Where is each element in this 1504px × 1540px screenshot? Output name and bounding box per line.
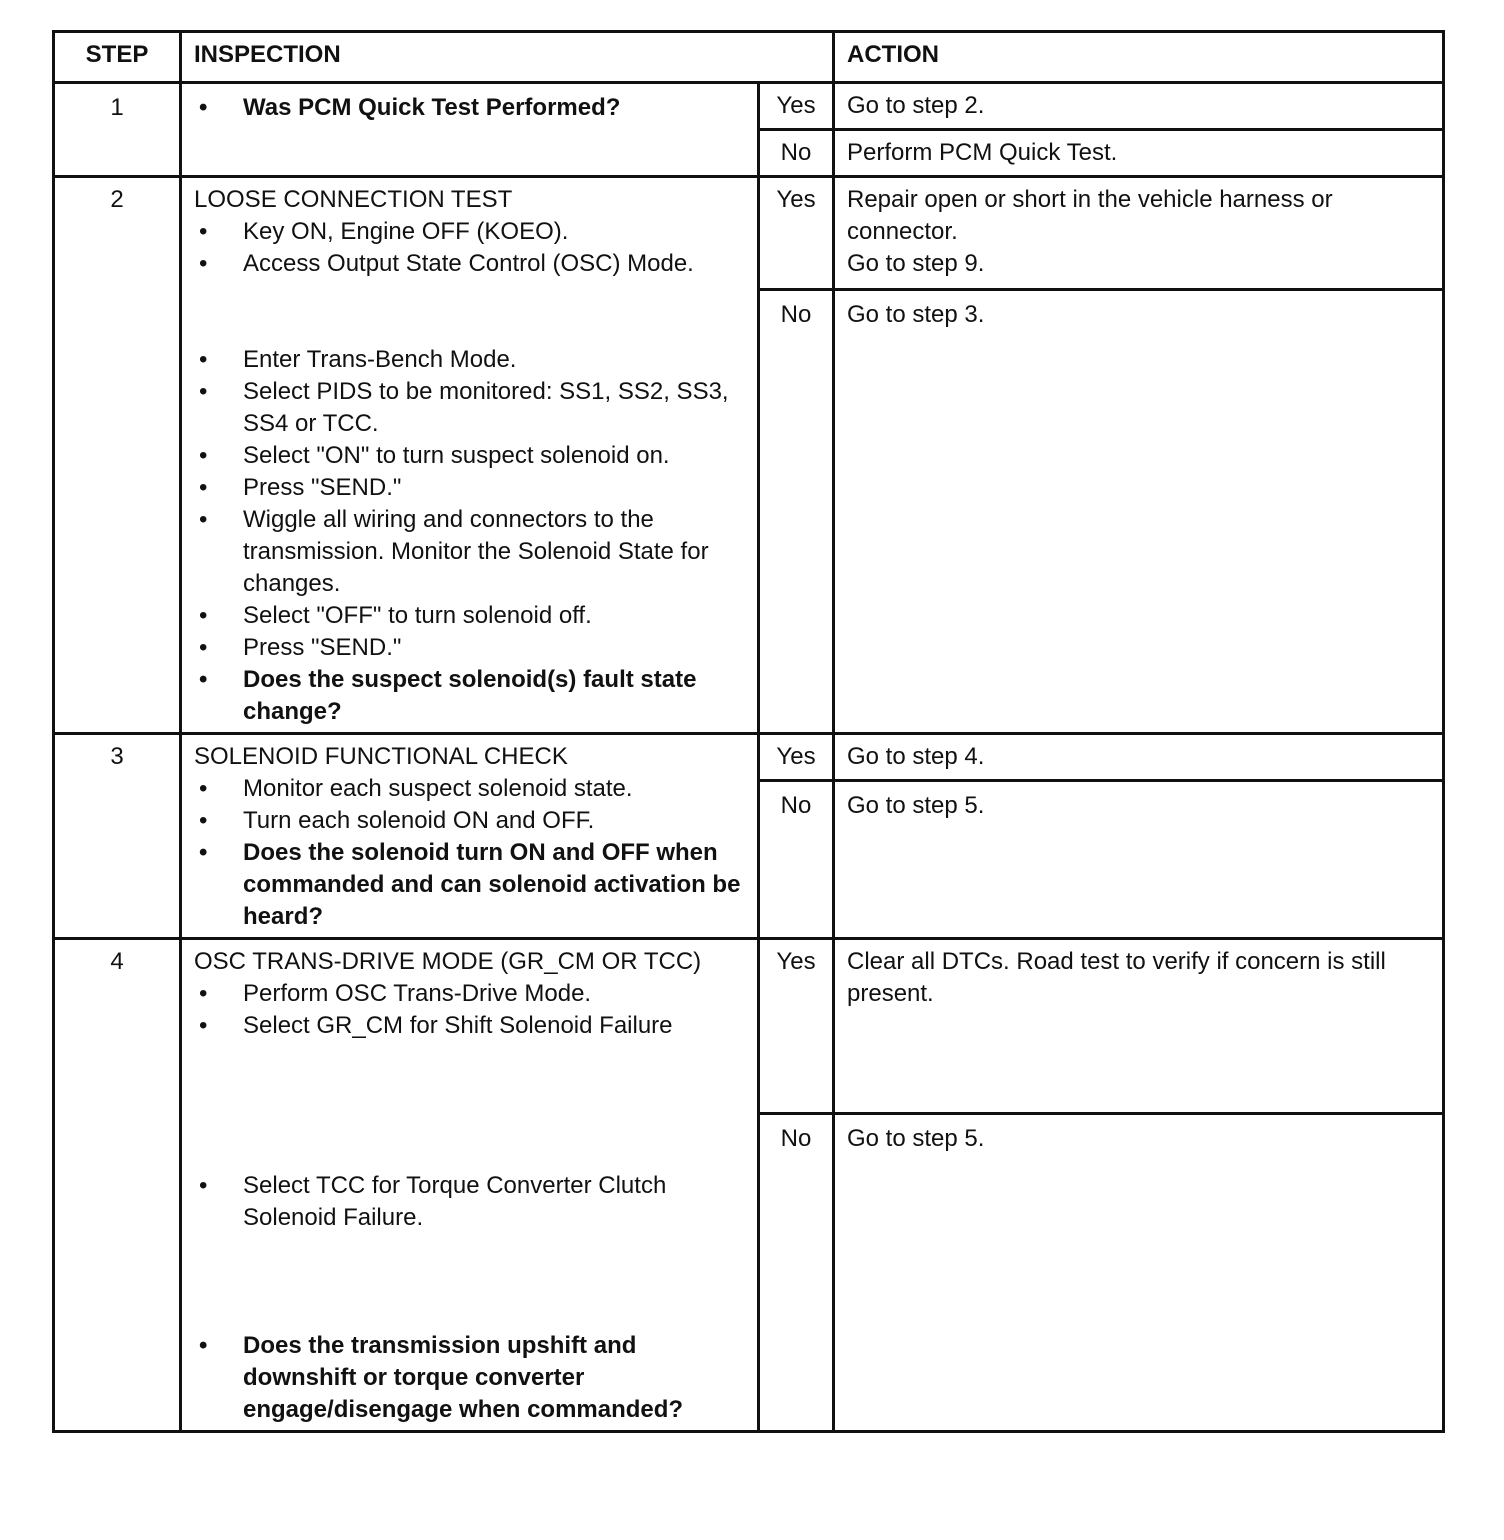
inspection-bullet: • Perform OSC Trans-Drive Mode. bbox=[194, 978, 745, 1010]
yes-label: Yes bbox=[759, 734, 834, 781]
no-action bbox=[834, 1114, 1444, 1432]
step-2-yes-row bbox=[54, 177, 1444, 290]
no-action bbox=[834, 130, 1444, 177]
inspection-bullet: • Press "SEND." bbox=[194, 472, 745, 504]
no-label: No bbox=[759, 290, 834, 734]
step-number: 4 bbox=[54, 939, 181, 1432]
step-4-inspection bbox=[181, 939, 759, 1432]
step-number: 1 bbox=[54, 83, 181, 177]
inspection-bullet: • Press "SEND." bbox=[194, 632, 745, 664]
step-3-yes-row bbox=[54, 734, 1444, 781]
inspection-heading: SOLENOID FUNCTIONAL CHECK bbox=[194, 743, 568, 770]
no-label: No bbox=[759, 781, 834, 939]
step-header: STEP bbox=[54, 32, 181, 83]
step-number: 3 bbox=[54, 734, 181, 939]
inspection-question: • Does the suspect solenoid(s) fault state change? bbox=[194, 664, 745, 728]
action-text: Go to step 2. bbox=[847, 92, 985, 119]
yes-label: Yes bbox=[759, 939, 834, 1114]
yes-label: Yes bbox=[759, 83, 834, 130]
yes-action bbox=[834, 939, 1444, 1114]
inspection-bullet: • Monitor each suspect solenoid state. bbox=[194, 773, 745, 805]
inspection-header: INSPECTION bbox=[181, 32, 834, 83]
inspection-bullet: • Enter Trans-Bench Mode. bbox=[194, 344, 745, 376]
no-label: No bbox=[759, 130, 834, 177]
step-number: 2 bbox=[54, 177, 181, 734]
inspection-heading: LOOSE CONNECTION TEST bbox=[194, 186, 513, 213]
action-text: Go to step 5. bbox=[847, 1125, 985, 1152]
no-action bbox=[834, 781, 1444, 939]
inspection-question: • Does the transmission upshift and downshift or torque converter engage/disengage when commanded? bbox=[194, 1330, 745, 1426]
yes-action bbox=[834, 83, 1444, 130]
action-text: Go to step 5. bbox=[847, 792, 985, 819]
step-2-inspection bbox=[181, 177, 759, 734]
inspection-question: • Does the solenoid turn ON and OFF when commanded and can solenoid activation be heard? bbox=[194, 837, 745, 933]
inspection-heading: OSC TRANS-DRIVE MODE (GR_CM OR TCC) bbox=[194, 948, 702, 975]
no-label: No bbox=[759, 1114, 834, 1432]
step-1-inspection bbox=[181, 83, 759, 177]
action-text: Perform PCM Quick Test. bbox=[847, 139, 1118, 166]
step-4-yes-row bbox=[54, 939, 1444, 1114]
diagnostic-table bbox=[52, 30, 1445, 1433]
inspection-bullet: • Select "ON" to turn suspect solenoid on. bbox=[194, 440, 745, 472]
inspection-bullet: • Access Output State Control (OSC) Mode. bbox=[194, 248, 745, 280]
no-action bbox=[834, 290, 1444, 734]
action-text: Repair open or short in the vehicle harness or connector. bbox=[847, 186, 1333, 245]
inspection-bullet: • Select PIDS to be monitored: SS1, SS2, SS3, SS4 or TCC. bbox=[194, 376, 745, 440]
header-row bbox=[54, 32, 1444, 83]
inspection-bullet: • Select TCC for Torque Converter Clutch Solenoid Failure. bbox=[194, 1170, 745, 1234]
inspection-bullet: • Turn each solenoid ON and OFF. bbox=[194, 805, 745, 837]
inspection-question: • Was PCM Quick Test Performed? bbox=[194, 92, 745, 124]
yes-action bbox=[834, 734, 1444, 781]
inspection-bullet: • Select GR_CM for Shift Solenoid Failure bbox=[194, 1010, 745, 1042]
action-text: Go to step 9. bbox=[847, 250, 985, 277]
step-1-yes-row bbox=[54, 83, 1444, 130]
step-3-inspection bbox=[181, 734, 759, 939]
action-text: Go to step 3. bbox=[847, 301, 985, 328]
action-text: Clear all DTCs. Road test to verify if concern is still present. bbox=[847, 948, 1386, 1007]
inspection-bullet: • Wiggle all wiring and connectors to the transmission. Monitor the Solenoid State for changes. bbox=[194, 504, 745, 600]
inspection-bullet: • Key ON, Engine OFF (KOEO). bbox=[194, 216, 745, 248]
yes-action bbox=[834, 177, 1444, 290]
yes-label: Yes bbox=[759, 177, 834, 290]
inspection-bullet: • Select "OFF" to turn solenoid off. bbox=[194, 600, 745, 632]
action-text: Go to step 4. bbox=[847, 743, 985, 770]
action-header: ACTION bbox=[834, 32, 1444, 83]
